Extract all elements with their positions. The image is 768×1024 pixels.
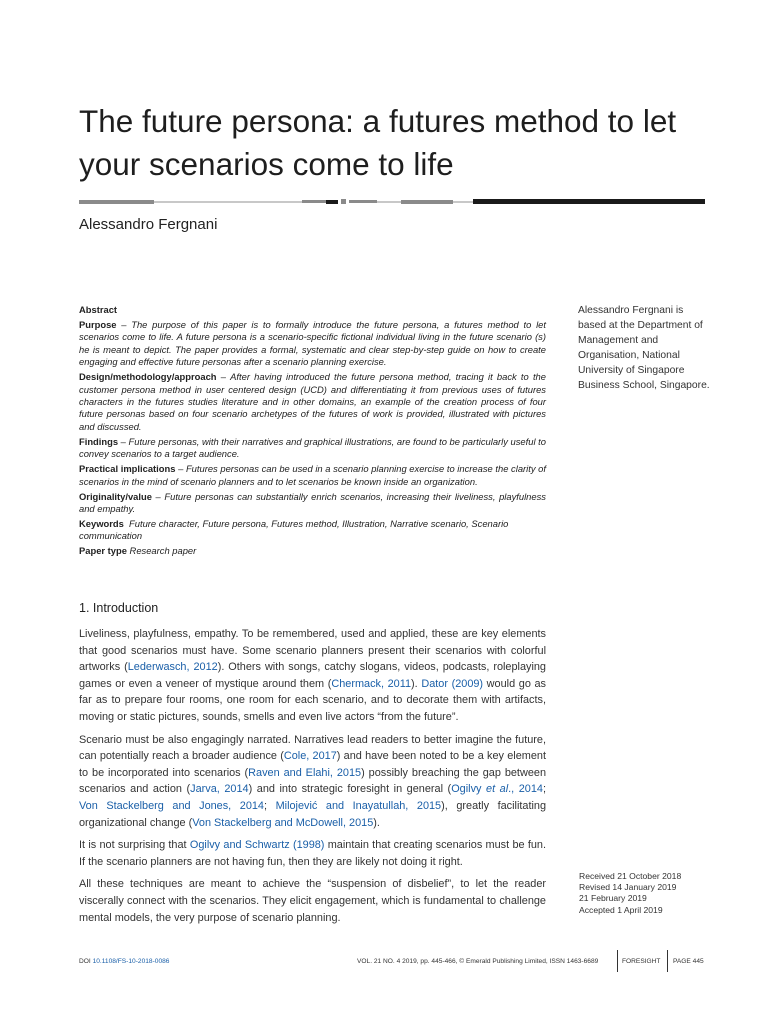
section-heading-introduction: 1. Introduction — [79, 601, 159, 615]
footer-journal: FORESIGHT — [622, 958, 661, 965]
author-affiliation: Alessandro Fergnani is based at the Department of Management and Organisation, National University of Singapore Business School, Singapore. — [578, 305, 710, 391]
practical-text: Futures personas can be used in a scenario planning exercise to increase the clarity of scenarios in the mind of scenario planners and to let scenarios be known inside an organization. — [79, 463, 546, 487]
papertype-label: Paper type — [79, 545, 127, 557]
papertype-text: Research paper — [129, 545, 197, 557]
footer-doi: DOI 10.1108/FS-10-2018-0086 — [79, 958, 170, 965]
findings-label: Findings — [79, 435, 119, 447]
originality-text: Future personas can substantially enrich scenarios, increasing their liveliness, playfulness and empathy. — [79, 490, 546, 515]
keywords-label: Keywords — [79, 518, 124, 530]
ref-von-stackelberg-mcdowell[interactable]: Von Stackelberg and McDowell, 2015 — [192, 816, 374, 829]
originality-label: Originality/value — [79, 490, 152, 502]
footer-divider-2 — [667, 950, 668, 972]
paragraph-4: All these techniques are meant to achieve the “suspension of disbelief”, to let the reader viscerally connect with the scenarios. They elicit engagement, which is fundamental to challenge mental models, the very purpose of scenario planning. — [79, 878, 546, 924]
keywords-text: Future character, Future persona, Futures method, Illustration, Narrative scenario, Scenario communication — [79, 518, 509, 542]
ref-chermack[interactable]: Chermack, 2011 — [331, 677, 412, 690]
purpose-text: The purpose of this paper is to formally introduce the future persona, a futures method to let scenarios come to life. A future persona is a scenario-specific fictional individual living in the future scenario (s) he is meant to depict. The paper provides a formal, systematic and clear step-by-step guide on how to create engaging and effective future personas after a scenario planning exercise. — [79, 319, 546, 368]
accepted-date: Accepted 1 April 2019 — [579, 904, 663, 915]
paragraph-2: Scenario must be also engagingly narrated. Narratives lead readers to better imagine the future, can potentially reach a broader audience (Cole, 2017) and have been noted to be a key element to be incorporated into scenarios (Raven and Elahi, 2015) possibly breaching the gap between scenarios and action (Jarva, 2014) and into strategic foresight in general (Ogilvy et al., 2014; Von Stackelberg and Jones, 2014; Milojević and Inayatullah, 2015), greatly facilitating organizational change (Von Stackelberg and McDowell, 2015). — [79, 733, 547, 829]
author-name: Alessandro Fergnani — [79, 216, 218, 233]
design-text: After having introduced the future persona method, tracing it back to the customer persona method in user centered design (UCD) and differentiating it from previous uses of futures characters in the futures studies literature and in other domains, an example of the creation process of four future personas based on four scenario archetypes of the futures of work is provided, illustrated with pictures and discussed. — [79, 371, 546, 432]
introduction-body — [79, 626, 546, 932]
revised-date-2: 21 February 2019 — [579, 893, 647, 904]
ref-raven-elahi[interactable]: Raven and Elahi, 2015 — [248, 766, 362, 779]
doi-link[interactable]: 10.1108/FS-10-2018-0086 — [92, 958, 170, 965]
ref-dator[interactable]: Dator (2009) — [421, 677, 484, 690]
title-rule — [79, 198, 705, 205]
footer-page-number: PAGE 445 — [673, 958, 704, 965]
ref-von-stackelberg-jones[interactable]: Von Stackelberg and Jones, 2014 — [79, 799, 264, 812]
revised-date-1: Revised 14 January 2019 — [579, 882, 677, 893]
received-date: Received 21 October 2018 — [579, 871, 682, 881]
ref-lederwasch[interactable]: Lederwasch, 2012 — [127, 661, 218, 674]
ref-milojevic-inayatullah[interactable]: Milojević and Inayatullah, 2015 — [275, 799, 442, 812]
paragraph-3: It is not surprising that Ogilvy and Schwartz (1998) maintain that creating scenarios must be fun. If the scenario planners are not having fun, then they are likely not doing it right. — [79, 839, 547, 868]
article-dates — [579, 871, 719, 916]
footer-volume: VOL. 21 NO. 4 2019, pp. 445-466, © Emerald Publishing Limited, ISSN 1463-6689 — [357, 958, 599, 965]
ref-cole[interactable]: Cole, 2017 — [283, 750, 337, 763]
ref-jarva[interactable]: Jarva, 2014 — [190, 783, 249, 796]
ref-ogilvy-schwartz[interactable]: Ogilvy and Schwartz (1998) — [189, 839, 325, 852]
ref-ogilvy-et-al[interactable]: Ogilvy et al., 2014 — [451, 783, 543, 796]
abstract-heading: Abstract — [79, 304, 118, 315]
purpose-label: Purpose — [79, 319, 117, 330]
findings-text: Future personas, with their narratives and graphical illustrations, are found to be particularly useful to convey scenarios to a target audience. — [79, 435, 546, 460]
design-label: Design/methodology/approach — [79, 371, 217, 383]
article-title: The future persona: a futures method to let your scenarios come to life — [79, 103, 677, 182]
abstract: Abstract Purpose – The purpose of this paper is to formally introduce the future persona, a futures method to let scenarios come to life. A future persona is a scenario-specific fictional individual living in the future scenario (s) he is meant to depict. The paper provides a formal, systematic and clear step-by-step guide on how to create engaging and effective future personas after a scenario planning exercise. Design/methodology/approach – After having introduced the future persona method, tracing it back to the customer persona method in user centered design (UCD) and differentiating it from previous uses of futures characters in the futures studies literature and in other domains, an example of the creation process of four future personas based on four scenario archetypes of the futures of work is provided, illustrated with pictures and discussed. Findings – Future personas, with their narratives and graphical illustrations, are found to be particularly useful to convey scenarios to a target audience. Practical implications – Futures personas can be used in a scenario planning exercise to increase the clarity of scenarios in the mind of scenario planners and to let scenarios be known inside an organization. Originality/value – Future personas can substantially enrich scenarios, increasing their liveliness, playfulness and empathy. Keywords Future character, Future persona, Futures method, Illustration, Narrative scenario, Scenario communication Paper type Research paper — [79, 304, 546, 557]
footer-divider-1 — [617, 950, 618, 972]
practical-label: Practical implications — [79, 463, 176, 475]
paragraph-1: Liveliness, playfulness, empathy. To be remembered, used and applied, these are key elements that good scenarios must have. Some scenario planners present their scenarios with colorful artworks (Lederwasch, 2012). Others with songs, catchy slogans, videos, podcasts, roleplaying games or even a veneer of mystique around them (Chermack, 2011). Dator (2009) would go as far as to prepare four rooms, one room for each scenario, and to decorate them with artifacts, moving or static pictures, sounds, smells and even live actors “from the future”. — [79, 628, 546, 723]
